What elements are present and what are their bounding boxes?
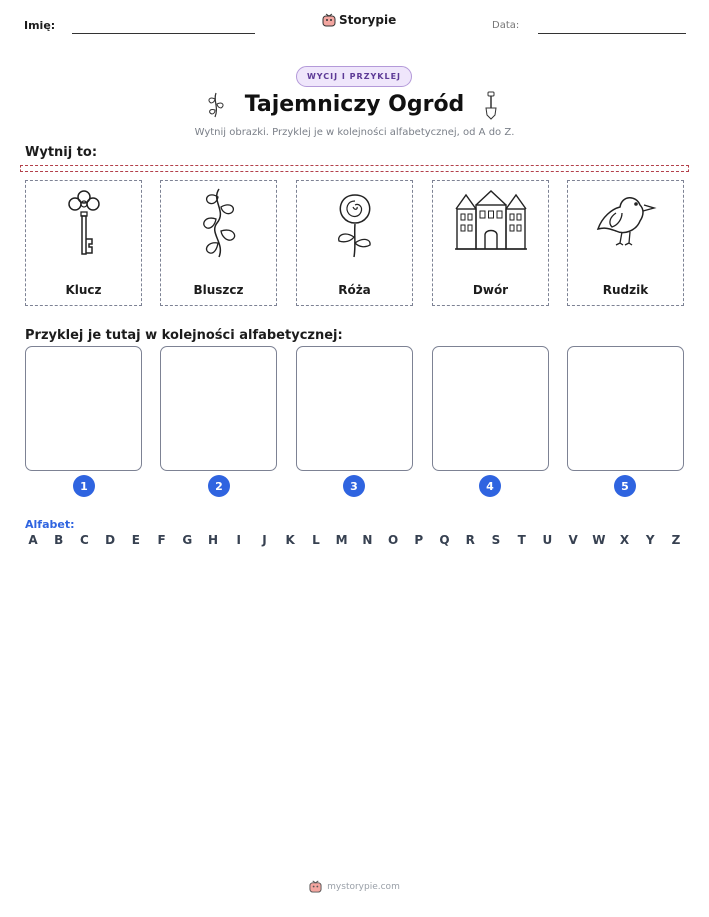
paste-slot-4[interactable] bbox=[432, 346, 549, 471]
alphabet-letter: Y bbox=[645, 533, 655, 547]
cut-card-rose[interactable] bbox=[296, 180, 413, 306]
page-title: Tajemniczy Ogród bbox=[244, 92, 465, 117]
slot-number-1: 1 bbox=[73, 475, 95, 497]
alphabet-heading: Alfabet: bbox=[25, 518, 75, 531]
cut-card-robin[interactable] bbox=[567, 180, 684, 306]
card-label: Róża bbox=[338, 283, 371, 297]
alphabet-letter: S bbox=[491, 533, 501, 547]
rose-icon bbox=[327, 187, 383, 259]
alphabet-letter: X bbox=[619, 533, 630, 547]
robin-icon bbox=[592, 187, 660, 251]
slot-number-5: 5 bbox=[614, 475, 636, 497]
storypie-logo-icon bbox=[322, 13, 336, 27]
cut-line bbox=[20, 165, 689, 172]
alphabet-letter: B bbox=[54, 533, 64, 547]
alphabet-letter: D bbox=[105, 533, 116, 547]
alphabet-letter: C bbox=[80, 533, 89, 547]
slot-number-4: 4 bbox=[479, 475, 501, 497]
cut-card-key[interactable] bbox=[25, 180, 142, 306]
alphabet-letter: K bbox=[285, 533, 295, 547]
ivy-icon bbox=[191, 187, 247, 259]
alphabet-letter: P bbox=[414, 533, 424, 547]
brand-logo bbox=[322, 13, 396, 27]
alphabet-letter: W bbox=[592, 533, 606, 547]
storypie-logo-icon bbox=[309, 880, 322, 893]
alphabet-letter: I bbox=[236, 533, 241, 547]
cut-card-manor[interactable] bbox=[432, 180, 549, 306]
cut-heading: Wytnij to: bbox=[25, 145, 98, 160]
alphabet-letter: R bbox=[465, 533, 475, 547]
cut-card-ivy[interactable] bbox=[160, 180, 277, 306]
alphabet-letter: M bbox=[335, 533, 348, 547]
shovel-icon bbox=[482, 91, 500, 125]
alphabet-letter: G bbox=[182, 533, 193, 547]
name-line[interactable] bbox=[72, 33, 255, 34]
footer bbox=[0, 880, 709, 893]
alphabet-letter: O bbox=[387, 533, 399, 547]
alphabet-row bbox=[25, 533, 684, 547]
paste-slot-1[interactable] bbox=[25, 346, 142, 471]
alphabet-letter: U bbox=[542, 533, 553, 547]
paste-slot-3[interactable] bbox=[296, 346, 413, 471]
card-label: Dwór bbox=[472, 283, 509, 297]
alphabet-letter: A bbox=[28, 533, 38, 547]
alphabet-letter: J bbox=[262, 533, 267, 547]
alphabet-letter: Z bbox=[671, 533, 681, 547]
slot-number-3: 3 bbox=[343, 475, 365, 497]
alphabet-letter: N bbox=[362, 533, 373, 547]
date-label: Data: bbox=[492, 20, 520, 31]
alphabet-letter: L bbox=[312, 533, 320, 547]
card-label: Bluszcz bbox=[193, 283, 244, 297]
paste-slot-2[interactable] bbox=[160, 346, 277, 471]
alphabet-letter: F bbox=[157, 533, 166, 547]
card-label: Klucz bbox=[65, 283, 102, 297]
alphabet-letter: V bbox=[568, 533, 578, 547]
alphabet-letter: E bbox=[131, 533, 140, 547]
alphabet-letter: T bbox=[517, 533, 526, 547]
instructions: Wytnij obrazki. Przyklej je w kolejności alfabetycznej, od A do Z. bbox=[194, 127, 515, 138]
alphabet-letter: H bbox=[208, 533, 219, 547]
slot-number-2: 2 bbox=[208, 475, 230, 497]
footer-url[interactable]: mystorypie.com bbox=[327, 881, 400, 892]
activity-badge: WYCIJ I PRZYKLEJ bbox=[296, 66, 412, 87]
paste-slot-5[interactable] bbox=[567, 346, 684, 471]
key-icon bbox=[59, 187, 109, 259]
name-label: Imię: bbox=[24, 19, 56, 32]
date-line[interactable] bbox=[538, 33, 686, 34]
card-label: Rudzik bbox=[602, 283, 649, 297]
brand-name: Storypie bbox=[339, 13, 397, 27]
alphabet-letter: Q bbox=[439, 533, 450, 547]
manor-icon bbox=[454, 187, 528, 251]
paste-heading: Przyklej je tutaj w kolejności alfabetycznej: bbox=[25, 328, 343, 343]
